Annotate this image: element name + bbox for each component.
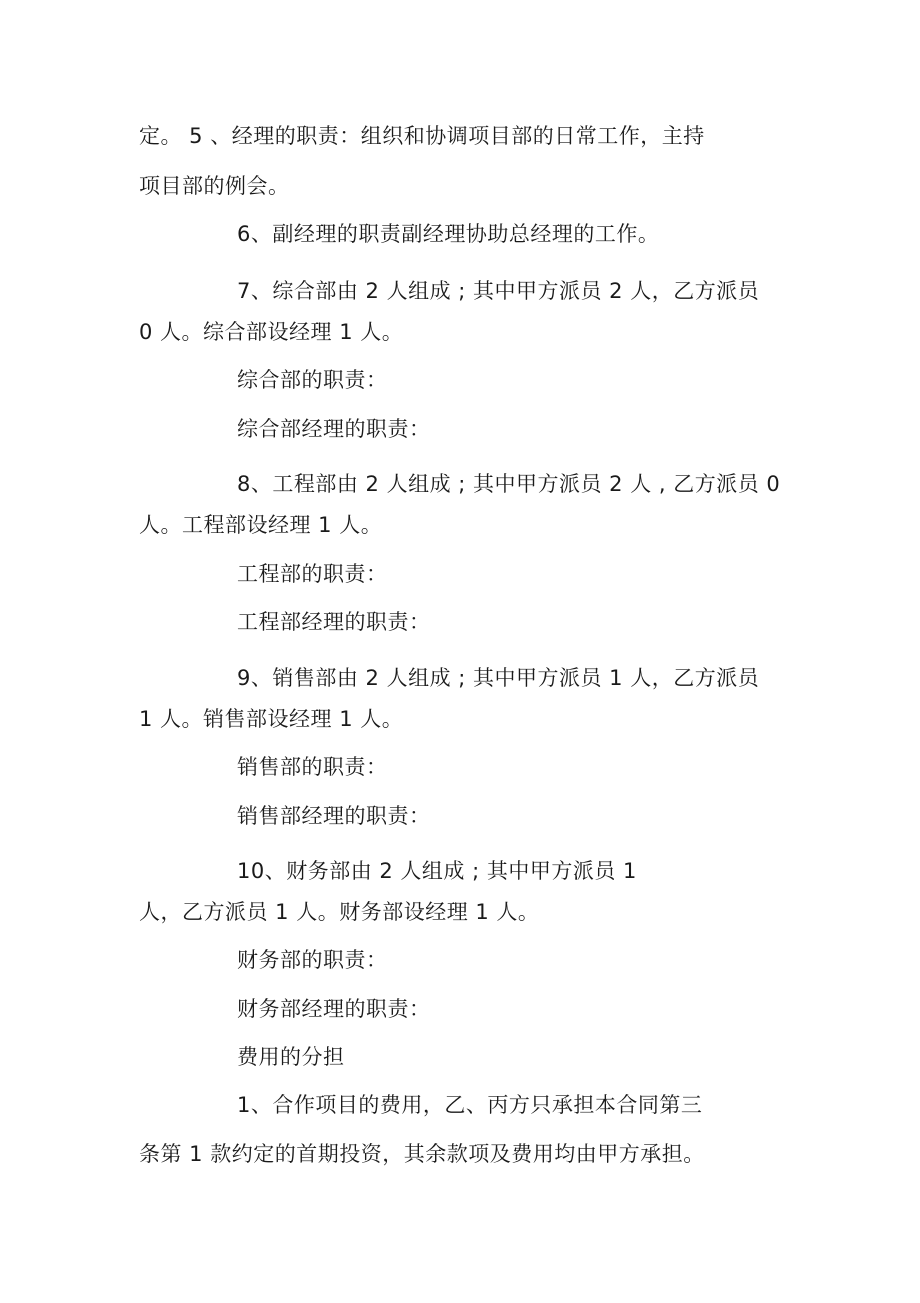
text-line: 1 人。销售部设经理 1 人。 (139, 707, 404, 731)
text-line: 8、工程部由 2 人组成 ; 其中甲方派员 2 人 , 乙方派员 0 (237, 472, 781, 496)
text-line: 9、销售部由 2 人组成 ; 其中甲方派员 1 人，乙方派员 (237, 666, 760, 690)
text-line: 综合部的职责： (237, 368, 388, 392)
text-line: 销售部的职责： (237, 755, 388, 779)
text-line: 项目部的例会。 (139, 174, 290, 198)
text-line: 1、合作项目的费用，乙、丙方只承担本合同第三 (237, 1093, 703, 1117)
text-line: 财务部经理的职责： (237, 997, 431, 1021)
text-line: 10、财务部由 2 人组成 ; 其中甲方派员 1 (237, 859, 637, 883)
section-heading: 费用的分担 (237, 1045, 345, 1069)
text-line: 条第 1 款约定的首期投资，其余款项及费用均由甲方承担。 (139, 1142, 705, 1166)
text-line: 0 人。综合部设经理 1 人。 (139, 320, 404, 344)
text-line: 工程部经理的职责： (237, 610, 431, 634)
text-line: 6、副经理的职责副经理协助总经理的工作。 (237, 222, 660, 246)
text-line: 人，乙方派员 1 人。财务部设经理 1 人。 (139, 900, 540, 924)
text-line: 工程部的职责： (237, 562, 388, 586)
text-line: 人。工程部设经理 1 人。 (139, 513, 383, 537)
text-line: 定。 5 、经理的职责：组织和协调项目部的日常工作，主持 (139, 124, 705, 148)
text-line: 财务部的职责： (237, 948, 388, 972)
text-line: 销售部经理的职责： (237, 804, 431, 828)
text-line: 综合部经理的职责： (237, 417, 431, 441)
text-line: 7、综合部由 2 人组成 ; 其中甲方派员 2 人，乙方派员 (237, 279, 760, 303)
